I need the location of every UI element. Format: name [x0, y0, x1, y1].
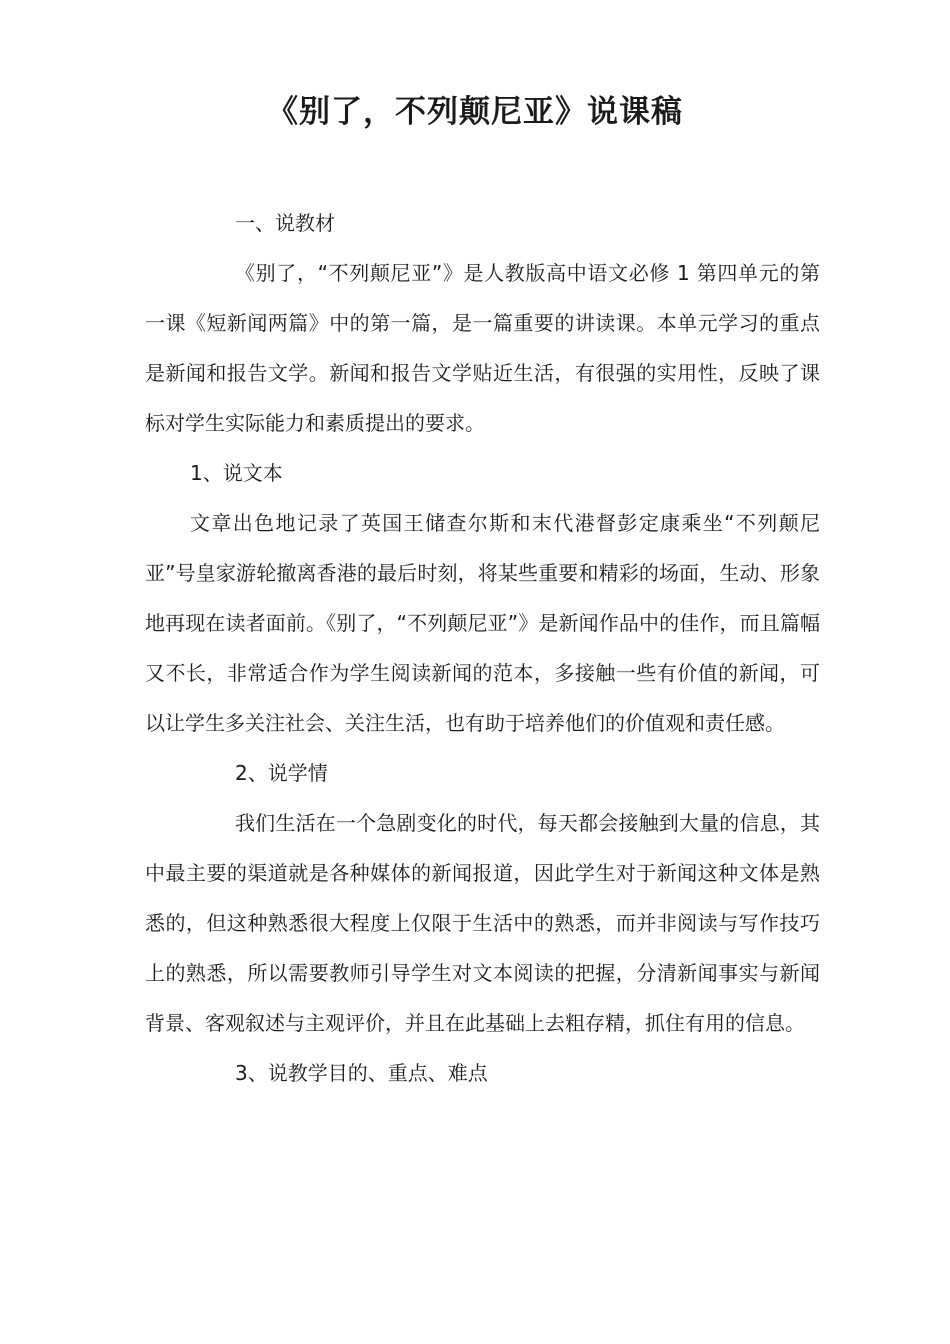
paragraph-textbook-intro: 《别了，“不列颠尼亚”》是人教版高中语文必修 1 第四单元的第一课《短新闻两篇》中的第一篇，是一篇重要的讲读课。本单元学习的重点是新闻和报告文学。新闻和报告文学贴近生活，有很强的实用性，反映了课标对学生实际能力和素质提出的要求。 [145, 261, 820, 435]
section-heading-textbook: 一、说教材 [235, 211, 335, 235]
document-body [145, 198, 820, 1098]
page-title: 《别了，不列颠尼亚》说课稿 [267, 94, 683, 130]
paragraph-text-analysis: 文章出色地记录了英国王储查尔斯和末代港督彭定康乘坐“不列颠尼亚”号皇家游轮撤离香港的最后时刻，将某些重要和精彩的场面，生动、形象地再现在读者面前。《别了，“不列颠尼亚”》是新闻作品中的佳作，而且篇幅又不长，非常适合作为学生阅读新闻的范本，多接触一些有价值的新闻，可以让学生多关注社会、关注生活，也有助于培养他们的价值观和责任感。 [145, 511, 820, 735]
section-heading-text: 1、说文本 [190, 461, 283, 485]
section-heading-students: 2、说学情 [235, 761, 328, 785]
paragraph-students-analysis: 我们生活在一个急剧变化的时代，每天都会接触到大量的信息，其中最主要的渠道就是各种媒体的新闻报道，因此学生对于新闻这种文体是熟悉的，但这种熟悉很大程度上仅限于生活中的熟悉，而并非阅读与写作技巧上的熟悉，所以需要教师引导学生对文本阅读的把握，分清新闻事实与新闻背景、客观叙述与主观评价，并且在此基础上去粗存精，抓住有用的信息。 [145, 811, 820, 1035]
section-heading-objectives: 3、说教学目的、重点、难点 [235, 1061, 488, 1085]
